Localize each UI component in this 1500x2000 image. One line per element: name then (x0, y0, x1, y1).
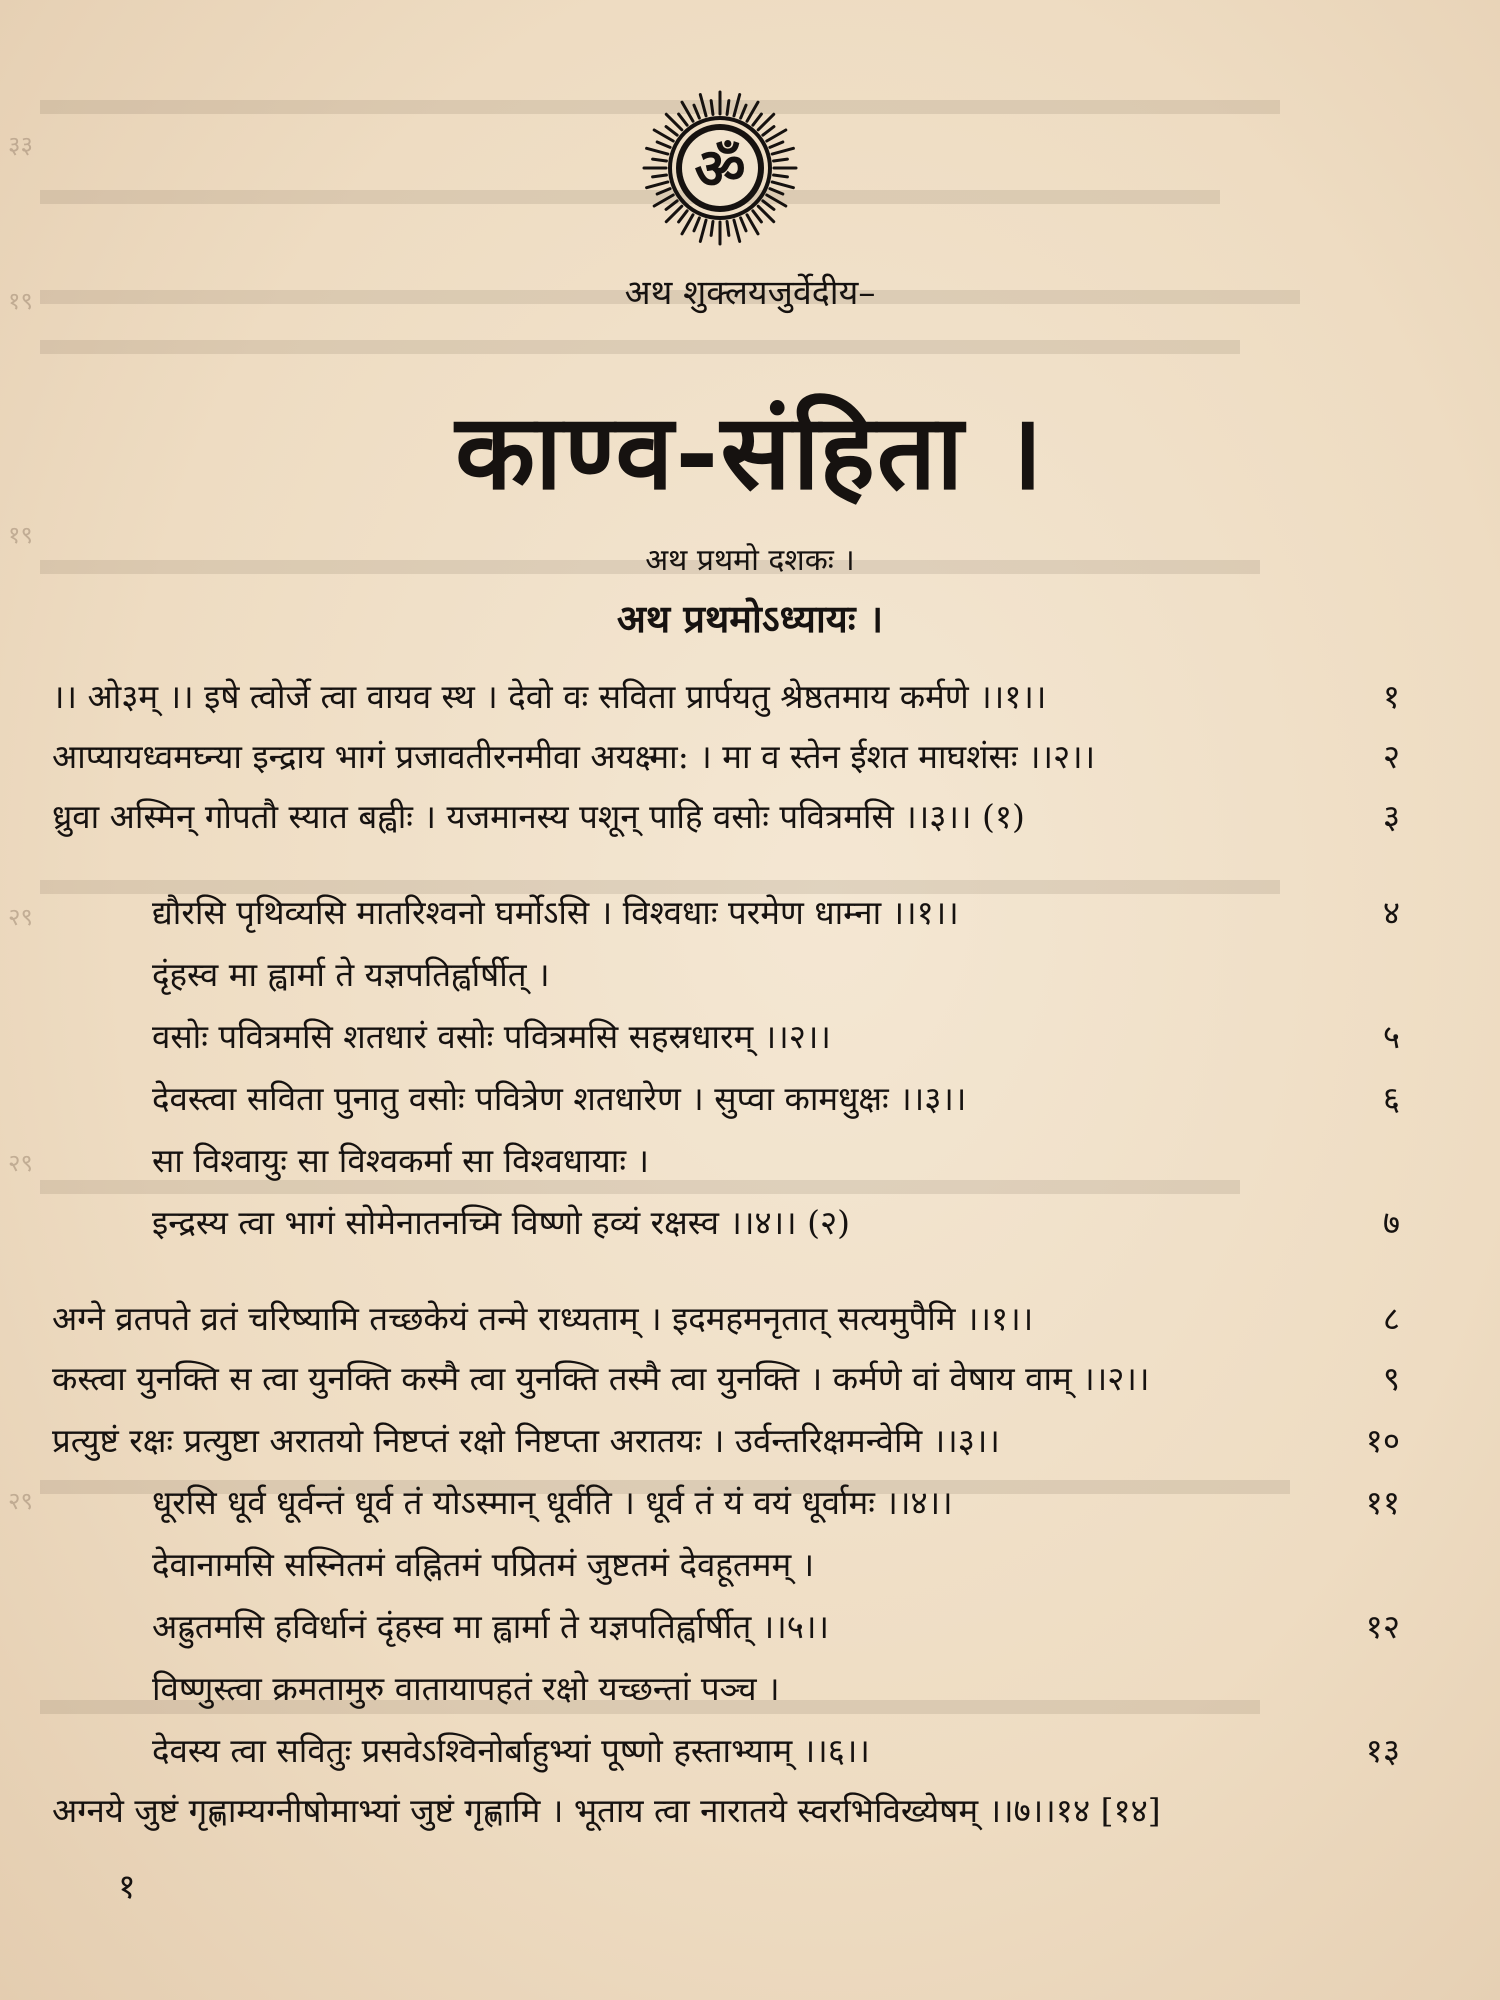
sunburst-ray (647, 148, 668, 154)
verse-text: वसोः पवित्रमसि शतधारं वसोः पवित्रमसि सहस्रधारम् ।।२।। (152, 1017, 831, 1056)
margin-mark: १९ (8, 287, 33, 315)
verse-text: ।। ओ३म् ।। इषे त्वोर्जे त्वा वायव स्थ । देवो वः सविता प्रार्पयतु श्रेष्ठतमाय कर्मणे ।।१।। (52, 677, 1047, 716)
sunburst-ray (727, 222, 729, 236)
verse-text: इन्द्रस्य त्वा भागं सोमेनातनच्मि विष्णो हव्यं रक्षस्व ।।४।। (२) (152, 1203, 851, 1242)
verse-text: दृंहस्व मा ह्वार्मा ते यज्ञपतिर्ह्वार्षीत् । (152, 955, 550, 994)
verse-number: २ (1382, 737, 1400, 776)
sunburst-ray (657, 189, 670, 194)
sunburst-ray (741, 218, 746, 231)
verse-line (0, 1662, 1500, 1716)
margin-mark: ३३ (8, 131, 33, 159)
sunburst-ray (653, 175, 667, 177)
verse-number: ७ (1382, 1203, 1400, 1242)
verse-line (0, 1784, 1500, 1838)
verse-number: ३ (1382, 797, 1400, 836)
sunburst-ray (734, 220, 740, 241)
sunburst-ray (753, 114, 762, 125)
verse-number: १ (1382, 677, 1400, 716)
sunburst-ray (666, 127, 677, 136)
verse-line (0, 1414, 1500, 1468)
verse-text: देवस्त्वा सविता पुनातु वसोः पवित्रेण शतधारेण । सुप्वा कामधुक्षः ।।३।। (152, 1079, 967, 1118)
verse-line (0, 1352, 1500, 1406)
page-title: काण्व-संहिता । (455, 390, 1045, 513)
sunburst-ray (770, 142, 783, 147)
verse-text: धूरसि धूर्व धूर्वन्तं धूर्व तं योऽस्मान् धूर्वति । धूर्व तं यं वयं धूर्वामः ।।४।। (152, 1483, 953, 1522)
sunburst-ray (727, 101, 729, 115)
sunburst-ray (679, 114, 688, 125)
verse-line (0, 670, 1500, 724)
verse-line (0, 1292, 1500, 1346)
sunburst-ray (653, 159, 667, 161)
verse-text: विष्णुस्त्वा क्रमतामुरु वातायापहतं रक्षो यच्छन्तां पञ्च । (152, 1669, 780, 1708)
verse-line (0, 790, 1500, 844)
sunburst-ray (734, 95, 740, 116)
verse-text: देवस्य त्वा सवितुः प्रसवेऽश्विनोर्बाहुभ्यां पूष्णो हस्ताभ्याम् ।।६।। (152, 1731, 870, 1770)
verse-line (0, 1072, 1500, 1126)
sunburst-ray (711, 101, 713, 115)
verse-number: ५ (1382, 1017, 1400, 1056)
sunburst-ray (711, 222, 713, 236)
sunburst-ray (657, 142, 670, 147)
verse-line (0, 1196, 1500, 1250)
verse-text: द्यौरसि पृथिव्यसि मातरिश्वनो घर्मोऽसि । विश्वधाः परमेण धाम्ना ।।१।। (152, 893, 959, 932)
sunburst-ray (770, 189, 783, 194)
verse-text: कस्त्वा युनक्ति स त्वा युनक्ति कस्मै त्वा युनक्ति तस्मै त्वा युनक्ति । कर्मणे वां वेषाय वाम् ।।२।। (52, 1359, 1150, 1398)
verse-line (0, 1134, 1500, 1188)
sunburst-ray (694, 218, 699, 231)
verse-number: ८ (1382, 1299, 1400, 1338)
verse-number: ४ (1382, 893, 1400, 932)
sunburst-ray (774, 175, 788, 177)
sunburst-ray (694, 105, 699, 118)
verse-text: सा विश्वायुः सा विश्वकर्मा सा विश्वधायाः । (152, 1141, 649, 1180)
margin-mark: २९ (8, 903, 33, 931)
sunburst-ray (763, 127, 774, 136)
verse-text: अह्रुतमसि हविर्धानं दृंहस्व मा ह्वार्मा ते यज्ञपतिर्ह्वार्षीत् ।।५।। (152, 1607, 829, 1646)
sunburst-ray (772, 182, 793, 188)
verse-text: देवानामसि सस्नितमं वह्नितमं पप्रितमं जुष्टतमं देवहूतमम् । (152, 1545, 815, 1584)
verse-number: १२ (1365, 1607, 1400, 1646)
sunburst-ray (741, 105, 746, 118)
verse-text: ध्रुवा अस्मिन् गोपतौ स्यात बह्वीः । यजमानस्य पशून् पाहि वसोः पवित्रमसि ।।३।। (१) (52, 797, 1025, 836)
sunburst-ray (700, 220, 706, 241)
verse-number: १० (1365, 1421, 1400, 1460)
verse-line (0, 1600, 1500, 1654)
verse-text: प्रत्युष्टं रक्षः प्रत्युष्टा अरातयो निष्टप्तं रक्षो निष्टप्ता अरातयः । उर्वन्तरिक्षमन्वेमि ।।३।। (52, 1421, 1000, 1460)
verse-number: ११ (1365, 1483, 1400, 1522)
verse-line (0, 1724, 1500, 1778)
verse-line (0, 948, 1500, 1002)
sunburst-ray (700, 95, 706, 116)
sunburst-ray (679, 211, 688, 222)
sunburst-ray (763, 201, 774, 210)
verse-text: अग्ने व्रतपते व्रतं चरिष्यामि तच्छकेयं तन्मे राध्यताम् । इदमहमनृतात् सत्यमुपैमि ।।१।। (52, 1299, 1034, 1338)
verse-line (0, 1476, 1500, 1530)
verse-line (0, 886, 1500, 940)
verse-number: ९ (1382, 1359, 1400, 1398)
margin-mark: २९ (8, 1149, 33, 1177)
margin-mark: २९ (8, 1487, 33, 1515)
sunburst-ray (753, 211, 762, 222)
sunburst-ray (647, 182, 668, 188)
om-icon: ॐ (694, 137, 746, 202)
sunburst-ray (772, 148, 793, 154)
sunburst-ray (666, 201, 677, 210)
verse-text: अग्नये जुष्टं गृह्णाम्यग्नीषोमाभ्यां जुष्टं गृह्णामि । भूताय त्वा नारातये स्वरभिविख्येषम् ।।७।।१४ [१४] (52, 1791, 1161, 1830)
page-number: १ (118, 1867, 136, 1907)
adhyaya-heading: अथ प्रथमोऽध्यायः । (616, 596, 884, 641)
om-sunburst-emblem (640, 88, 800, 248)
sunburst-ray (774, 159, 788, 161)
verse-line (0, 1538, 1500, 1592)
verse-number: १३ (1365, 1731, 1400, 1770)
margin-mark: १९ (8, 521, 33, 549)
verse-line (0, 730, 1500, 784)
verse-number: ६ (1382, 1079, 1400, 1118)
verse-text: आप्यायध्वमघ्न्या इन्द्राय भागं प्रजावतीरनमीवा अयक्ष्मा: । मा व स्तेन ईशत माघशंसः ।।२।। (52, 737, 1096, 776)
section-subtitle: अथ शुक्लयजुर्वेदीय– (624, 273, 876, 313)
dashaka-heading: अथ प्रथमो दशकः । (645, 543, 855, 578)
verse-line (0, 1010, 1500, 1064)
